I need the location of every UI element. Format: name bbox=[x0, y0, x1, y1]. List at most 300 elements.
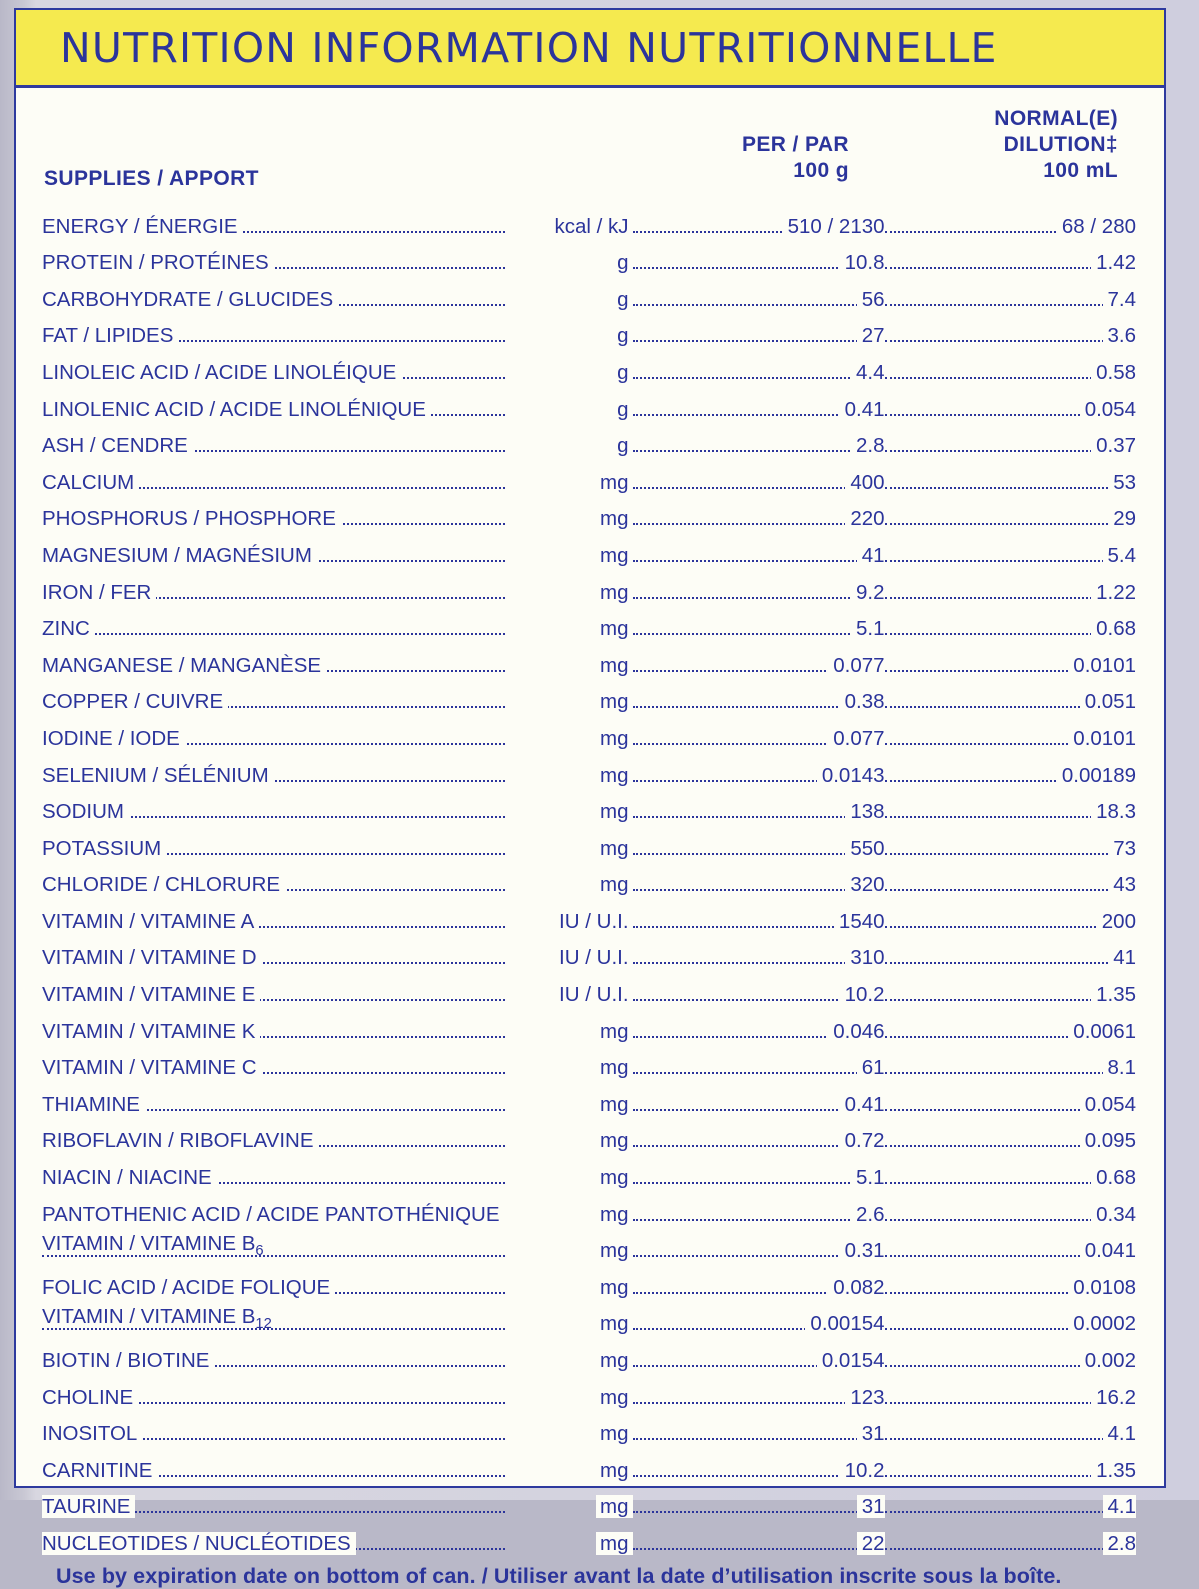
unit-cell bbox=[505, 456, 633, 493]
per-100g-cell bbox=[633, 749, 885, 786]
per-100g-value: 0.00154 bbox=[805, 1312, 884, 1335]
nutrient-name-cell bbox=[42, 1371, 505, 1408]
nutrient-name-cell bbox=[42, 859, 505, 896]
leader-dots bbox=[885, 1072, 1136, 1074]
per-100g-value: 31 bbox=[857, 1422, 885, 1445]
per-100g-cell bbox=[633, 1225, 885, 1262]
per-100ml-value: 0.0002 bbox=[1068, 1312, 1136, 1335]
nutrient-name-cell bbox=[42, 566, 505, 603]
per-100g-cell bbox=[633, 493, 885, 530]
unit-value: g bbox=[613, 434, 632, 457]
table-row bbox=[42, 603, 1136, 640]
nutrient-name: SELENIUM / SÉLÉNIUM bbox=[42, 764, 274, 787]
nutrient-name-cell bbox=[42, 1517, 505, 1554]
unit-value: mg bbox=[596, 764, 632, 787]
per-100g-cell bbox=[633, 1115, 885, 1152]
unit-value: mg bbox=[596, 617, 632, 640]
table-row bbox=[42, 932, 1136, 969]
unit-value: mg bbox=[596, 471, 632, 494]
per-100g-cell bbox=[633, 895, 885, 932]
nutrient-name: IRON / FER bbox=[42, 581, 156, 604]
unit-value: mg bbox=[596, 800, 632, 823]
table-row bbox=[42, 1005, 1136, 1042]
nutrient-name-cell bbox=[42, 1408, 505, 1445]
nutrient-name: COPPER / CUIVRE bbox=[42, 690, 228, 713]
per-100g-value: 0.0143 bbox=[817, 764, 885, 787]
unit-cell bbox=[505, 968, 633, 1005]
table-row bbox=[42, 1261, 1136, 1298]
per-100ml-value: 43 bbox=[1108, 873, 1136, 896]
table-row bbox=[42, 749, 1136, 786]
nutrient-name-cell bbox=[42, 676, 505, 713]
label-title-band bbox=[16, 10, 1164, 88]
unit-cell bbox=[505, 1371, 633, 1408]
per-100g-value: 138 bbox=[845, 800, 884, 823]
nutrient-name: MANGANESE / MANGANÈSE bbox=[42, 654, 326, 677]
nutrient-name-cell bbox=[42, 639, 505, 676]
table-row bbox=[42, 859, 1136, 896]
nutrient-name-cell bbox=[42, 749, 505, 786]
nutrient-name-cell bbox=[42, 786, 505, 823]
per-100g-value: 310 bbox=[845, 946, 884, 969]
unit-cell bbox=[505, 1408, 633, 1445]
per-100ml-cell bbox=[885, 932, 1136, 969]
unit-cell bbox=[505, 1005, 633, 1042]
per-100g-value: 2.8 bbox=[851, 434, 885, 457]
per-100ml-value: 1.22 bbox=[1091, 581, 1136, 604]
page-title: NUTRITION INFORMATION NUTRITIONNELLE bbox=[60, 23, 998, 72]
per-100g-value: 0.046 bbox=[828, 1020, 884, 1043]
nutrient-name: THIAMINE bbox=[42, 1093, 145, 1116]
dilution-header-line1: NORMAL(E) bbox=[994, 107, 1118, 130]
per-100ml-cell bbox=[885, 1078, 1136, 1115]
per-100g-value: 0.082 bbox=[828, 1276, 884, 1299]
unit-value: IU / U.I. bbox=[555, 983, 632, 1006]
per-100ml-value: 0.002 bbox=[1080, 1349, 1136, 1372]
table-row bbox=[42, 200, 1136, 237]
per-100ml-cell bbox=[885, 1517, 1136, 1554]
unit-cell bbox=[505, 310, 633, 347]
table-row bbox=[42, 1334, 1136, 1371]
per-100ml-value: 1.42 bbox=[1091, 251, 1136, 274]
per-100g-cell bbox=[633, 1298, 885, 1335]
nutrient-name-cell bbox=[42, 1151, 505, 1188]
per-100ml-cell bbox=[885, 1334, 1136, 1371]
nutrient-name-cell bbox=[42, 1334, 505, 1371]
table-row bbox=[42, 712, 1136, 749]
nutrient-name: FOLIC ACID / ACIDE FOLIQUE bbox=[42, 1276, 335, 1299]
leader-dots bbox=[42, 633, 505, 635]
per-100ml-cell bbox=[885, 1408, 1136, 1445]
per-100ml-cell bbox=[885, 200, 1136, 237]
per-100ml-cell bbox=[885, 1151, 1136, 1188]
unit-value: kcal / kJ bbox=[550, 215, 632, 238]
per-100ml-cell bbox=[885, 273, 1136, 310]
unit-cell bbox=[505, 822, 633, 859]
table-row bbox=[42, 1298, 1136, 1335]
per-100g-cell bbox=[633, 456, 885, 493]
unit-cell bbox=[505, 639, 633, 676]
per-100ml-cell bbox=[885, 237, 1136, 274]
per-100g-cell bbox=[633, 676, 885, 713]
unit-value: mg bbox=[596, 654, 632, 677]
dilution-header-line3: 100 mL bbox=[1043, 159, 1118, 182]
nutrient-name-cell bbox=[42, 1481, 505, 1518]
dilution-column-header bbox=[994, 106, 1118, 184]
per-100g-value: 1540 bbox=[834, 910, 885, 933]
unit-value: IU / U.I. bbox=[555, 946, 632, 969]
unit-value: mg bbox=[596, 507, 632, 530]
leader-dots bbox=[633, 450, 885, 452]
unit-value: g bbox=[613, 361, 632, 384]
per-100g-cell bbox=[633, 1408, 885, 1445]
per-100ml-cell bbox=[885, 603, 1136, 640]
nutrient-name: ENERGY / ÉNERGIE bbox=[42, 215, 243, 238]
unit-value: g bbox=[613, 251, 632, 274]
nutrient-name: MAGNESIUM / MAGNÉSIUM bbox=[42, 544, 317, 567]
table-row bbox=[42, 1408, 1136, 1445]
per-100ml-value: 73 bbox=[1108, 837, 1136, 860]
nutrient-name-cell bbox=[42, 493, 505, 530]
unit-value: mg bbox=[596, 1422, 632, 1445]
per-100ml-value: 4.1 bbox=[1103, 1422, 1137, 1445]
per-100g-value: 31 bbox=[857, 1495, 885, 1518]
nutrient-name: RIBOFLAVIN / RIBOFLAVINE bbox=[42, 1129, 319, 1152]
table-row bbox=[42, 346, 1136, 383]
unit-value: mg bbox=[596, 1129, 632, 1152]
per-header-line2: 100 g bbox=[793, 159, 849, 182]
nutrient-name: NIACIN / NIACINE bbox=[42, 1166, 217, 1189]
nutrient-name: LINOLEIC ACID / ACIDE LINOLÉIQUE bbox=[42, 361, 401, 384]
per-100ml-cell bbox=[885, 310, 1136, 347]
nutrient-name-cell bbox=[42, 456, 505, 493]
nutrient-name: IODINE / IODE bbox=[42, 727, 185, 750]
per-100g-value: 0.077 bbox=[828, 654, 884, 677]
supplies-column-header: SUPPLIES / APPORT bbox=[44, 167, 259, 190]
unit-value: mg bbox=[596, 1093, 632, 1116]
unit-cell bbox=[505, 1261, 633, 1298]
per-100g-cell bbox=[633, 273, 885, 310]
per-100g-value: 9.2 bbox=[851, 581, 885, 604]
nutrient-name: CHLORIDE / CHLORURE bbox=[42, 873, 285, 896]
nutrient-name-cell bbox=[42, 1005, 505, 1042]
per-100ml-cell bbox=[885, 968, 1136, 1005]
unit-cell bbox=[505, 1225, 633, 1262]
unit-cell bbox=[505, 273, 633, 310]
nutrient-name-cell bbox=[42, 603, 505, 640]
per-100g-value: 320 bbox=[845, 873, 884, 896]
unit-cell bbox=[505, 712, 633, 749]
table-row bbox=[42, 310, 1136, 347]
per-100g-cell bbox=[633, 1334, 885, 1371]
per-100ml-value: 0.054 bbox=[1080, 1093, 1136, 1116]
unit-cell bbox=[505, 1298, 633, 1335]
nutrient-name-cell bbox=[42, 1444, 505, 1481]
leader-dots bbox=[885, 853, 1136, 855]
per-100g-cell bbox=[633, 1188, 885, 1225]
per-100ml-value: 0.68 bbox=[1091, 1166, 1136, 1189]
table-row bbox=[42, 968, 1136, 1005]
unit-cell bbox=[505, 1444, 633, 1481]
per-100ml-cell bbox=[885, 1481, 1136, 1518]
per-100ml-value: 53 bbox=[1108, 471, 1136, 494]
per-100g-cell bbox=[633, 346, 885, 383]
unit-cell bbox=[505, 603, 633, 640]
table-row bbox=[42, 1078, 1136, 1115]
unit-cell bbox=[505, 895, 633, 932]
per-100g-cell bbox=[633, 1517, 885, 1554]
per-100g-cell bbox=[633, 529, 885, 566]
table-row bbox=[42, 1517, 1136, 1554]
unit-cell bbox=[505, 1334, 633, 1371]
per-100g-cell bbox=[633, 383, 885, 420]
nutrient-name: VITAMIN / VITAMINE D bbox=[42, 946, 262, 969]
per-100g-cell bbox=[633, 968, 885, 1005]
per-100g-value: 10.2 bbox=[840, 983, 885, 1006]
table-row bbox=[42, 1371, 1136, 1408]
nutrition-table bbox=[42, 200, 1136, 1554]
leader-dots bbox=[885, 560, 1136, 562]
per-100g-value: 27 bbox=[857, 324, 885, 347]
unit-value: mg bbox=[596, 837, 632, 860]
nutrient-name-cell bbox=[42, 346, 505, 383]
per-100g-cell bbox=[633, 310, 885, 347]
unit-cell bbox=[505, 493, 633, 530]
nutrient-name: VITAMIN / VITAMINE $B_{12}$ bbox=[42, 1305, 277, 1328]
per-100ml-cell bbox=[885, 529, 1136, 566]
per-100ml-cell bbox=[885, 566, 1136, 603]
per-100ml-value: 0.34 bbox=[1091, 1203, 1136, 1226]
leader-dots bbox=[42, 1255, 505, 1257]
nutrient-name: SODIUM bbox=[42, 800, 129, 823]
nutrient-name: CARNITINE bbox=[42, 1459, 157, 1482]
table-row bbox=[42, 1444, 1136, 1481]
nutrient-name: VITAMIN / VITAMINE $B_6$ bbox=[42, 1232, 269, 1255]
per-100g-value: 400 bbox=[845, 471, 884, 494]
per-column-header bbox=[742, 132, 849, 184]
nutrient-name-cell bbox=[42, 712, 505, 749]
nutrient-name: VITAMIN / VITAMINE C bbox=[42, 1056, 262, 1079]
per-100g-cell bbox=[633, 1444, 885, 1481]
per-100ml-cell bbox=[885, 456, 1136, 493]
leader-dots bbox=[633, 560, 885, 562]
unit-value: mg bbox=[596, 1459, 632, 1482]
unit-value: g bbox=[613, 288, 632, 311]
leader-dots bbox=[633, 340, 885, 342]
nutrient-name: TAURINE bbox=[42, 1495, 135, 1518]
unit-cell bbox=[505, 1188, 633, 1225]
nutrient-name: VITAMIN / VITAMINE E bbox=[42, 983, 260, 1006]
per-100g-value: 123 bbox=[845, 1386, 884, 1409]
nutrient-name-cell bbox=[42, 1115, 505, 1152]
unit-value: mg bbox=[596, 1349, 632, 1372]
per-100ml-cell bbox=[885, 676, 1136, 713]
table-row bbox=[42, 493, 1136, 530]
table-row bbox=[42, 895, 1136, 932]
per-100ml-value: 29 bbox=[1108, 507, 1136, 530]
per-100g-cell bbox=[633, 200, 885, 237]
table-row bbox=[42, 639, 1136, 676]
per-header-line1: PER / PAR bbox=[741, 133, 849, 156]
unit-cell bbox=[505, 529, 633, 566]
nutrient-name-cell bbox=[42, 237, 505, 274]
unit-value: mg bbox=[596, 1056, 632, 1079]
leader-dots bbox=[633, 1511, 885, 1513]
unit-value: mg bbox=[596, 1386, 632, 1409]
per-100ml-cell bbox=[885, 1371, 1136, 1408]
leader-dots bbox=[885, 304, 1136, 306]
nutrient-name: FAT / LIPIDES bbox=[42, 324, 178, 347]
nutrient-name-cell bbox=[42, 1188, 505, 1225]
per-100g-value: 550 bbox=[845, 837, 884, 860]
per-100g-cell bbox=[633, 566, 885, 603]
per-100ml-value: 3.6 bbox=[1103, 324, 1137, 347]
nutrient-name: BIOTIN / BIOTINE bbox=[42, 1349, 214, 1372]
per-100ml-cell bbox=[885, 1005, 1136, 1042]
unit-value: mg bbox=[596, 1276, 632, 1299]
nutrient-name: POTASSIUM bbox=[42, 837, 166, 860]
per-100ml-cell bbox=[885, 639, 1136, 676]
nutrient-name-cell bbox=[42, 383, 505, 420]
unit-value: mg bbox=[596, 1166, 632, 1189]
unit-value: mg bbox=[596, 873, 632, 896]
unit-value: g bbox=[613, 398, 632, 421]
unit-cell bbox=[505, 237, 633, 274]
table-row bbox=[42, 1115, 1136, 1152]
per-100ml-value: 1.35 bbox=[1091, 983, 1136, 1006]
nutrient-name-cell bbox=[42, 932, 505, 969]
table-row bbox=[42, 237, 1136, 274]
unit-cell bbox=[505, 383, 633, 420]
nutrition-table-body bbox=[42, 200, 1136, 1554]
leader-dots bbox=[633, 1548, 885, 1550]
per-100ml-value: 1.35 bbox=[1091, 1459, 1136, 1482]
per-100ml-value: 0.68 bbox=[1091, 617, 1136, 640]
nutrient-name-cell bbox=[42, 1225, 505, 1262]
per-100ml-cell bbox=[885, 859, 1136, 896]
per-100g-value: 0.31 bbox=[840, 1239, 885, 1262]
unit-cell bbox=[505, 1042, 633, 1079]
nutrient-name-cell bbox=[42, 310, 505, 347]
per-100g-value: 0.0154 bbox=[817, 1349, 885, 1372]
per-100ml-cell bbox=[885, 1042, 1136, 1079]
per-100g-value: 510 / 2130 bbox=[783, 215, 885, 238]
per-100ml-cell bbox=[885, 420, 1136, 457]
nutrient-name-cell bbox=[42, 200, 505, 237]
unit-cell bbox=[505, 1115, 633, 1152]
per-100g-cell bbox=[633, 1005, 885, 1042]
per-100ml-value: 0.58 bbox=[1091, 361, 1136, 384]
per-100g-value: 0.077 bbox=[828, 727, 884, 750]
per-100g-value: 220 bbox=[845, 507, 884, 530]
per-100g-value: 4.4 bbox=[851, 361, 885, 384]
per-100g-value: 41 bbox=[857, 544, 885, 567]
unit-value: mg bbox=[596, 1495, 632, 1518]
per-100ml-cell bbox=[885, 1115, 1136, 1152]
per-100ml-value: 8.1 bbox=[1103, 1056, 1137, 1079]
unit-cell bbox=[505, 932, 633, 969]
per-100g-value: 5.1 bbox=[851, 1166, 885, 1189]
per-100g-value: 10.8 bbox=[840, 251, 885, 274]
table-row bbox=[42, 786, 1136, 823]
table-row bbox=[42, 566, 1136, 603]
leader-dots bbox=[42, 1328, 505, 1330]
unit-value: mg bbox=[596, 690, 632, 713]
nutrient-name: VITAMIN / VITAMINE A bbox=[42, 910, 259, 933]
per-100ml-value: 0.051 bbox=[1080, 690, 1136, 713]
unit-cell bbox=[505, 200, 633, 237]
leader-dots bbox=[633, 1182, 885, 1184]
unit-cell bbox=[505, 859, 633, 896]
leader-dots bbox=[633, 633, 885, 635]
per-100ml-value: 200 bbox=[1097, 910, 1136, 933]
per-100ml-value: 68 / 280 bbox=[1057, 215, 1136, 238]
nutrient-name-cell bbox=[42, 1078, 505, 1115]
per-100g-cell bbox=[633, 603, 885, 640]
nutrient-name: PROTEIN / PROTÉINES bbox=[42, 251, 274, 274]
per-100g-value: 56 bbox=[857, 288, 885, 311]
per-100g-cell bbox=[633, 639, 885, 676]
table-row bbox=[42, 273, 1136, 310]
nutrient-name: CARBOHYDRATE / GLUCIDES bbox=[42, 288, 338, 311]
per-100ml-value: 16.2 bbox=[1091, 1386, 1136, 1409]
leader-dots bbox=[633, 377, 885, 379]
per-100ml-value: 0.00189 bbox=[1057, 764, 1136, 787]
per-100g-cell bbox=[633, 1042, 885, 1079]
per-100g-value: 2.6 bbox=[851, 1203, 885, 1226]
table-row bbox=[42, 676, 1136, 713]
unit-cell bbox=[505, 1078, 633, 1115]
table-row bbox=[42, 529, 1136, 566]
per-100g-value: 0.41 bbox=[840, 1093, 885, 1116]
unit-value: mg bbox=[596, 1203, 632, 1226]
unit-value: mg bbox=[596, 544, 632, 567]
per-100g-cell bbox=[633, 1481, 885, 1518]
unit-cell bbox=[505, 676, 633, 713]
per-100ml-value: 2.8 bbox=[1103, 1532, 1137, 1555]
leader-dots bbox=[885, 340, 1136, 342]
per-100g-cell bbox=[633, 1371, 885, 1408]
table-row bbox=[42, 1188, 1136, 1225]
per-100g-value: 0.38 bbox=[840, 690, 885, 713]
table-row bbox=[42, 822, 1136, 859]
per-100ml-cell bbox=[885, 1444, 1136, 1481]
nutrition-label-panel bbox=[14, 8, 1166, 1588]
leader-dots bbox=[885, 523, 1136, 525]
nutrient-name-cell bbox=[42, 895, 505, 932]
per-100g-value: 0.72 bbox=[840, 1129, 885, 1152]
per-100g-value: 61 bbox=[857, 1056, 885, 1079]
per-100g-value: 10.2 bbox=[840, 1459, 885, 1482]
per-100g-cell bbox=[633, 822, 885, 859]
nutrition-content bbox=[16, 88, 1164, 1589]
nutrient-name-cell bbox=[42, 420, 505, 457]
leader-dots bbox=[633, 304, 885, 306]
unit-cell bbox=[505, 420, 633, 457]
table-row bbox=[42, 383, 1136, 420]
per-100ml-value: 5.4 bbox=[1103, 544, 1137, 567]
unit-value: mg bbox=[596, 581, 632, 604]
per-100ml-cell bbox=[885, 493, 1136, 530]
per-100g-value: 22 bbox=[857, 1532, 885, 1555]
nutrient-name-cell bbox=[42, 1042, 505, 1079]
per-100g-cell bbox=[633, 859, 885, 896]
table-row bbox=[42, 1151, 1136, 1188]
per-100g-cell bbox=[633, 932, 885, 969]
per-100ml-cell bbox=[885, 1261, 1136, 1298]
nutrient-name: CALCIUM bbox=[42, 471, 139, 494]
nutrient-name-cell bbox=[42, 1298, 505, 1335]
